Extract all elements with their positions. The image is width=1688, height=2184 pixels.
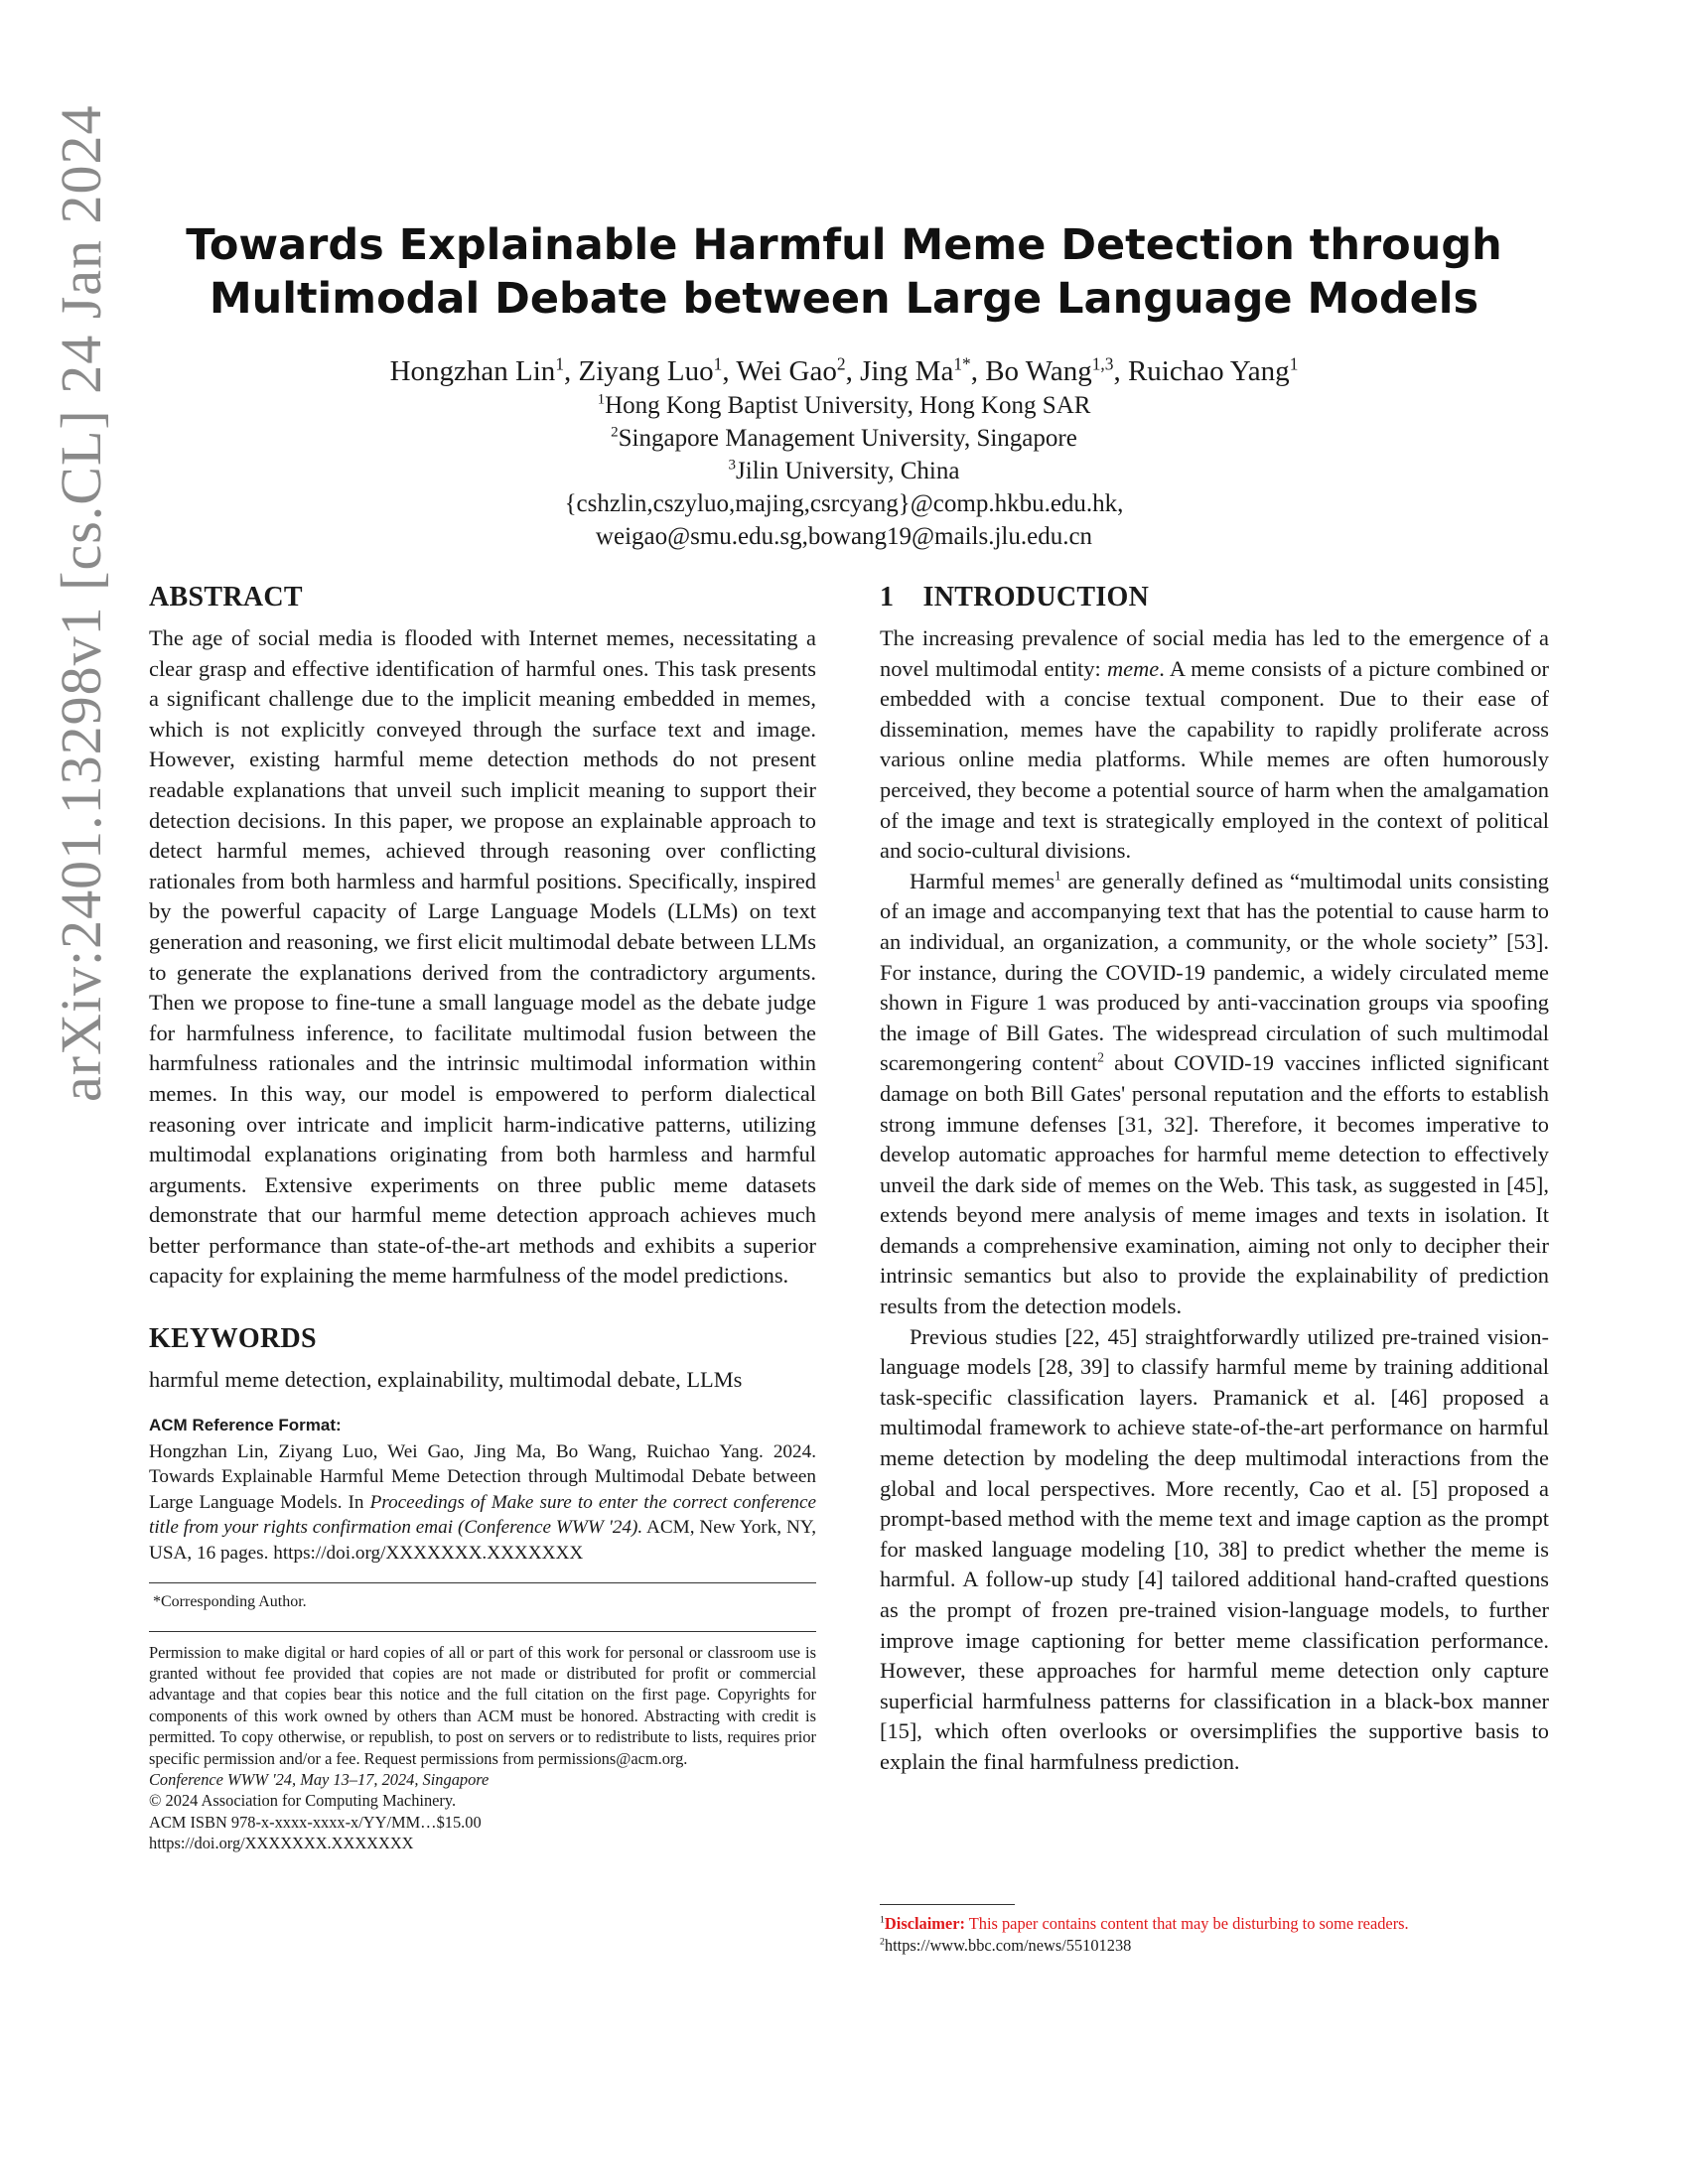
- title-line-2: Multimodal Debate between Large Language Models: [209, 274, 1479, 324]
- author-name: Wei Gao: [736, 355, 837, 387]
- author-name: Jing Ma: [860, 355, 954, 387]
- introduction-heading: 1 INTRODUCTION: [880, 582, 1150, 613]
- author-name: Ruichao Yang: [1127, 355, 1290, 387]
- acm-reference-text: [149, 1439, 816, 1567]
- isbn-line: ACM ISBN 978-x-xxxx-xxxx-x/YY/MM…$15.00: [149, 1812, 482, 1832]
- intro-paragraph-2: [880, 867, 1549, 1322]
- paper-title: [149, 218, 1539, 326]
- author-separator: ,: [970, 355, 986, 387]
- abstract-text: The age of social media is flooded with Internet memes, necessitating a clear grasp and effective identification of harmful ones. This task presents a significant challenge due to the implicit meaning embedded in memes, which is not explicitly conveyed through the surface text and image. However, existing harmful meme detection methods do not present readable explanations that unveil such implicit meaning to support their detection decisions. In this paper, we propose an explainable approach to detect harmful memes, achieved through reasoning over conflicting rationales from both harmless and harmful positions. Specifically, inspired by the powerful capacity of Large Language Models (LLMs) on text generation and reasoning, we first elicit multimodal debate between LLMs to generate the explanations derived from the contradictory arguments. Then we propose to fine-tune a small language model as the debate judge for harmfulness inference, to facilitate multimodal fusion between the harmfulness rationales and the intrinsic multimodal information within memes. In this way, our model is empowered to perform dialectical reasoning over intricate and implicit harm-indicative patterns, utilizing multimodal explanations originating from both harmless and harmful arguments. Extensive experiments on three public meme datasets demonstrate that our harmful meme detection approach achieves much better performance than state-of-the-art methods and exhibits a superior capacity for explaining the meme harmfulness of the model predictions.: [149, 625, 816, 1289]
- author-affil-sup: 2: [836, 353, 846, 374]
- affiliation-sup: 2: [611, 424, 619, 441]
- keywords-text: harmful meme detection, explainability, multimodal debate, LLMs: [149, 1367, 743, 1393]
- corresponding-author-note: *Corresponding Author.: [153, 1592, 307, 1610]
- footnote-number: 1: [880, 1914, 885, 1926]
- intro-text: about COVID-19 vaccines inflicted significant damage on both Bill Gates' personal reputation and the efforts to establish strong immune defenses [31, 32]. Therefore, it becomes imperative to develop automatic approaches for harmful meme detection to effectively unveil the dark side of memes on the Web. This task, as suggested in [45], extends beyond mere analysis of meme images and texts in isolation. It demands a comprehensive examination, aiming not only to decipher their intrinsic semantics but also to provide the explainability of prediction results from the detection models.: [880, 1050, 1549, 1319]
- publication-info: [149, 1769, 816, 1854]
- intro-text: . A meme consists of a picture combined or embedded with a concise textual component. Due to their ease of dissemination, memes have the capability to rapidly proliferate across various online media platforms. While memes are often humorously perceived, they become a potential source of harm when the amalgamation of the image and text is strategically employed in the context of political and socio-cultural divisions.: [880, 655, 1549, 864]
- affiliation-2: [149, 422, 1539, 455]
- email-line-2: weigao@smu.edu.sg,bowang19@mails.jlu.edu.cn: [595, 523, 1093, 550]
- author-separator: ,: [564, 355, 579, 387]
- intro-text: Harmful memes: [910, 868, 1055, 893]
- author-separator: ,: [1113, 355, 1128, 387]
- affiliation-text: Singapore Management University, Singapore: [618, 425, 1077, 452]
- affiliation-3: [149, 455, 1539, 487]
- intro-text: are generally defined as “multimodal units consisting of an image and accompanying text that has the potential to cause harm to an individual, an organization, a community, or the whole society” [53]. For instance, during the COVID-19 pandemic, a widely circulated meme shown in Figure 1 was produced by anti-vaccination groups via spoofing the image of Bill Gates. The widespread circulation of such multimodal scaremongering content: [880, 868, 1549, 1076]
- divider: [149, 1582, 816, 1583]
- right-column: [880, 580, 1549, 1778]
- intro-emphasis: meme: [1107, 655, 1160, 681]
- disclaimer-label: Disclaimer:: [884, 1914, 965, 1933]
- footnote-marker: 2: [1097, 1049, 1104, 1065]
- intro-paragraph-1: [880, 623, 1549, 867]
- footnote-number: 2: [880, 1936, 885, 1948]
- intro-paragraph-3: Previous studies [22, 45] straightforwardly utilized pre-trained vision-language models [28, 39] to classify harmful meme by training additional task-specific classification layers. Pramanick et al. [46] proposed a multimodal framework to achieve state-of-the-art performance on harmful meme detection by modeling the deep multimodal interactions from the global and local perspectives. More recently, Cao et al. [5] proposed a prompt-based method with the meme text and image caption as the prompt for masked language modeling [10, 38] to predict whether the meme is harmful. A follow-up study [4] tailored additional hand-crafted questions as the prompt of frozen pre-trained vision-language models, to further improve image captioning for better meme classification performance. However, these approaches for harmful meme detection only capture superficial harmfulness patterns for classification in a black-box manner [15], which often overlooks or oversimplifies the supportive basis to explain the final harmfulness prediction.: [880, 1323, 1549, 1774]
- author-affil-sup: 1,3: [1091, 353, 1114, 374]
- author-affil-sup: 1: [1289, 353, 1299, 374]
- acm-reference-part: Hongzhan Lin, Ziyang Luo, Wei Gao, Jing Ma, Bo Wang, Ruichao Yang. 2024. Towards Explainable Harmful Meme Detection through Multimodal Debate between Large Language Models. In: [149, 1440, 816, 1513]
- affiliation-text: Jilin University, China: [736, 458, 960, 484]
- affiliation-1: [149, 389, 1539, 422]
- author-name: Bo Wang: [985, 355, 1092, 387]
- email-line-1: {cshzlin,cszyluo,majing,csrcyang}@comp.hkbu.edu.hk,: [564, 490, 1124, 517]
- acm-reference-heading: ACM Reference Format:: [149, 1415, 342, 1434]
- acm-reference-proceedings: Proceedings of Make sure to enter the correct conference title from your rights confirmation emai (Conference WWW '24).: [149, 1491, 816, 1539]
- author-affil-sup: 1: [713, 353, 723, 374]
- affiliation-text: Hong Kong Baptist University, Hong Kong SAR: [605, 392, 1091, 419]
- footnote-bbc-link: [880, 1935, 1549, 1957]
- author-separator: ,: [722, 355, 737, 387]
- title-block: [149, 218, 1539, 553]
- conference-line: Conference WWW '24, May 13–17, 2024, Singapore: [149, 1770, 490, 1790]
- author-affil-sup: 1*: [953, 353, 971, 374]
- permission-notice: Permission to make digital or hard copies of all or part of this work for personal or classroom use is granted without fee provided that copies are not made or distributed for profit or commercial advantage and that copies bear this notice and the full citation on the first page. Copyrights for components of this work owned by others than ACM must be honored. Abstracting with credit is permitted. To copy otherwise, or republish, to post on servers or to redistribute to lists, requires prior specific permission and/or a fee. Request permissions from permissions@acm.org.: [149, 1642, 816, 1768]
- author-name: Hongzhan Lin: [389, 355, 556, 387]
- footnote-disclaimer: [880, 1913, 1549, 1935]
- divider: [149, 1631, 816, 1632]
- affiliation-sup: 1: [597, 391, 606, 408]
- footnotes: [880, 1904, 1549, 1957]
- disclaimer-text: This paper contains content that may be disturbing to some readers.: [964, 1914, 1409, 1933]
- copyright-line: © 2024 Association for Computing Machinery.: [149, 1791, 457, 1811]
- abstract-heading: ABSTRACT: [149, 582, 303, 613]
- footnote-url: https://www.bbc.com/news/55101238: [884, 1936, 1132, 1955]
- footnote-divider: [880, 1904, 1015, 1905]
- keywords-heading: KEYWORDS: [149, 1323, 317, 1355]
- acm-reference-part: ACM, New York, NY, USA, 16 pages. https://doi.org/XXXXXXX.XXXXXXX: [149, 1517, 816, 1565]
- affiliation-sup: 3: [728, 457, 737, 474]
- author-affil-sup: 1: [555, 353, 565, 374]
- title-line-1: Towards Explainable Harmful Meme Detection through: [186, 220, 1502, 270]
- intro-text: The increasing prevalence of social media has led to the emergence of a novel multimodal entity:: [880, 625, 1549, 681]
- author-separator: ,: [845, 355, 861, 387]
- author-list: [149, 353, 1539, 389]
- footnote-marker: 1: [1055, 868, 1061, 884]
- arxiv-identifier-stamp: arXiv:2401.13298v1 [cs.CL] 24 Jan 2024: [49, 104, 113, 1102]
- left-column: [149, 580, 816, 1854]
- doi-line: https://doi.org/XXXXXXX.XXXXXXX: [149, 1834, 414, 1853]
- author-name: Ziyang Luo: [578, 355, 714, 387]
